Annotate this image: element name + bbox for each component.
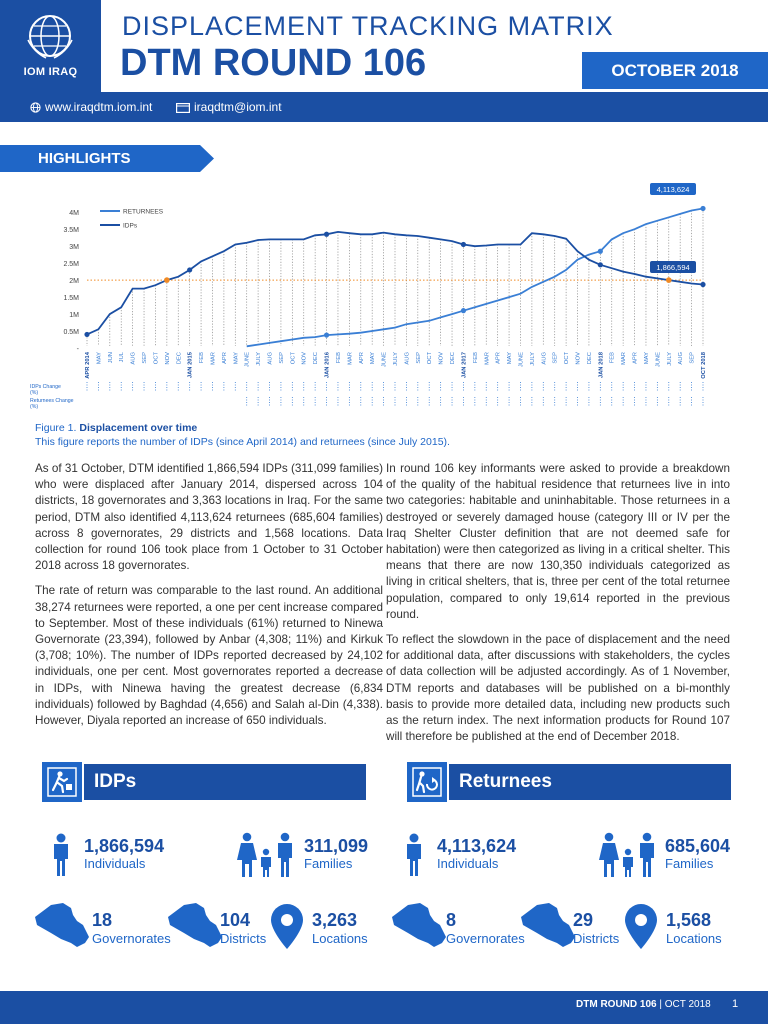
x-tick-label: DEC (586, 352, 593, 365)
x-tick-label: JULY (666, 352, 673, 366)
returnees-locations-label: Locations (666, 931, 722, 946)
legend-idps-label: IDPs (123, 222, 138, 230)
idps-callout-text: 1,866,594 (656, 263, 690, 272)
returnees-marker (324, 332, 329, 337)
x-tick-label: OCT (153, 352, 160, 365)
returnees-callout-text: 4,113,624 (656, 185, 690, 194)
person-icon (50, 833, 72, 877)
idps-districts-label: Districts (220, 931, 267, 946)
highlights-label: HIGHLIGHTS (38, 150, 131, 167)
x-tick-label: MAY (507, 352, 514, 365)
returnees-title-text: Returnees (459, 771, 552, 792)
x-tick-label: MAY (370, 352, 377, 365)
x-tick-label: DEC (176, 352, 183, 365)
reference-marker (164, 277, 170, 283)
returnees-section-title (449, 764, 731, 800)
y-tick-label: 1.5M (63, 295, 79, 303)
x-tick-label: DEC (450, 352, 457, 365)
idps-marker (187, 267, 192, 272)
figure-label: Figure 1. (35, 422, 77, 434)
legend-returnees-label: RETURNEES (123, 208, 164, 216)
x-tick-label: APR (358, 352, 365, 364)
idps-marker (598, 262, 603, 267)
idps-change-row-label: IDPs Change (30, 384, 61, 390)
idps-governorates-label: Governorates (92, 931, 171, 946)
x-tick-label: AUG (541, 352, 548, 365)
globe-icon (30, 102, 41, 113)
x-tick-label: NOV (164, 352, 171, 365)
footer-date: OCT 2018 (664, 999, 711, 1010)
x-tick-label: NOV (438, 352, 445, 365)
website-text: www.iraqdtm.iom.int (45, 100, 153, 114)
returning-person-icon (407, 762, 447, 802)
footer-caption: DTM ROUND 106 | OCT 2018 (576, 999, 711, 1010)
returnees-marker (598, 249, 603, 254)
figure-subtitle: This figure reports the number of IDPs (since April 2014) and returnees (since July 2015). (35, 436, 450, 448)
y-tick-label: 4M (69, 210, 79, 218)
x-tick-label: JUN (107, 352, 114, 364)
idps-section-icon-box (42, 762, 82, 802)
idps-marker (84, 332, 89, 337)
website-link[interactable] (30, 100, 152, 114)
x-tick-label: APR (632, 352, 639, 364)
email-text: iraqdtm@iom.int (194, 100, 282, 114)
x-tick-label: JULY (256, 352, 263, 366)
y-tick-label: 2.5M (63, 261, 79, 269)
body-paragraph: The rate of return was comparable to the last round. An additional 38,274 returnees were reported, a one per cent increase compared to September. Most of these individuals (61%) returned to Ninewa Governorate (23,394), followed by Anbar (4,308; 11%) and Kirkuk (3,708; 10%). The number of IDPs reported decreased by 24,102 individuals, one per cent. Most governorates reported a decrease in IDPs, with Ninewa having the greatest decrease (6,834 individuals) followed by Baghdad (4,656) and Salah al-Din (4,338). However, Diyala reported an increase of 650 individuals. (35, 584, 383, 728)
page-number: 1 (732, 998, 739, 1010)
email-link[interactable] (176, 100, 282, 114)
idps-individuals-value: 1,866,594 (84, 836, 165, 856)
y-tick-label: 1M (69, 312, 79, 320)
x-tick-label: JUNE (518, 352, 525, 368)
logo-text: IOM IRAQ (23, 66, 78, 78)
report-month-badge: OCTOBER 2018 (582, 52, 768, 89)
x-tick-label: JAN 2016 (324, 352, 331, 379)
globe-logo-icon (26, 12, 74, 60)
y-tick-label: 3.5M (63, 227, 79, 235)
iraq-map-icon (166, 903, 224, 949)
y-tick-label: 0.5M (63, 329, 79, 337)
envelope-icon (176, 103, 190, 113)
x-tick-label: MAY (643, 352, 650, 365)
reference-marker (666, 277, 672, 283)
x-tick-label: APR (495, 352, 502, 364)
returnees-marker (461, 308, 466, 313)
idps-marker (700, 282, 705, 287)
body-paragraph: In round 106 key informants were asked to provide a breakdown of the quality of the habitual residence that returnees live in into two categories: habitable and uninhabitable. Those returnees in a destroyed or severely damaged house (category III or IV per the Iraq Shelter Cluster definition that are not deemed safe for habitation) were then categorized as living in a critical shelter. This means that there are now 130,350 individuals categorized as living in critical shelters, that is, three per cent of the total returnee population, compared to only 19,614 reported in the previous round. (386, 462, 730, 621)
x-tick-label: SEP (415, 352, 422, 364)
idps-change-row-unit: (%) (30, 390, 39, 396)
x-tick-label: MAR (484, 352, 491, 365)
x-tick-label: JULY (529, 352, 536, 366)
iom-logo (0, 0, 101, 92)
x-tick-label: MAR (210, 352, 217, 365)
returnees-governorates-value: 8 (446, 910, 457, 930)
body-left-column (35, 461, 383, 738)
x-tick-label: FEB (199, 352, 206, 364)
x-tick-label: JUNE (655, 352, 662, 368)
returnees-districts-label: Districts (573, 931, 620, 946)
x-tick-label: JAN 2017 (461, 352, 468, 379)
x-tick-label: MAY (96, 352, 103, 365)
x-tick-label: AUG (678, 352, 685, 365)
x-tick-label: JUNE (244, 352, 251, 368)
body-right-column (386, 461, 730, 754)
x-tick-label: SEP (552, 352, 559, 364)
body-paragraph: To reflect the slowdown in the pace of displacement and the need for additional data, after discussions with stakeholders, the cycles of data collection will be adjusted accordingly. As of 1 November, DTM reports and databases will be published on a bi-monthly basis to provide more detailed data, including new products such as the return index. The next information products for Round 107 will therefore be published at the end of December 2018. (386, 633, 730, 744)
contact-bar (0, 92, 768, 122)
idps-locations-label: Locations (312, 931, 368, 946)
y-tick-label: - (76, 346, 79, 353)
x-tick-label: AUG (267, 352, 274, 365)
idps-families-value: 311,099 (304, 836, 369, 856)
x-tick-label: OCT (290, 352, 297, 365)
iraq-map-icon (33, 903, 91, 949)
iraq-map-icon (519, 903, 577, 949)
displacement-chart (0, 175, 768, 420)
returnees-section-icon-box (407, 762, 447, 802)
report-series-title: DISPLACEMENT TRACKING MATRIX (122, 11, 614, 41)
returnees-governorates-label: Governorates (446, 931, 525, 946)
x-tick-label: FEB (472, 352, 479, 364)
idps-section-title (84, 764, 366, 800)
x-tick-label: JAN 2018 (598, 352, 605, 379)
x-tick-label: FEB (609, 352, 616, 364)
location-pin-icon (624, 904, 658, 950)
x-tick-label: AUG (130, 352, 137, 365)
x-tick-label: MAY (233, 352, 240, 365)
x-tick-label: SEP (142, 352, 149, 364)
x-tick-label: APR (221, 352, 228, 364)
y-tick-label: 3M (69, 244, 79, 252)
x-tick-label: NOV (301, 352, 308, 365)
x-tick-label: JAN 2015 (187, 352, 194, 379)
x-tick-label: JUL (119, 352, 126, 363)
person-icon (403, 833, 425, 877)
figure-caption (35, 422, 197, 434)
x-tick-label: OCT (427, 352, 434, 365)
location-pin-icon (270, 904, 304, 950)
returnees-families-label: Families (665, 856, 714, 871)
returnees-locations-value: 1,568 (666, 910, 712, 930)
iraq-map-icon (390, 903, 448, 949)
x-tick-label: FEB (335, 352, 342, 364)
x-tick-label: MAR (621, 352, 628, 365)
idps-marker (324, 232, 329, 237)
x-tick-label: NOV (575, 352, 582, 365)
report-title: DTM ROUND 106 (120, 42, 427, 84)
idps-title-text: IDPs (94, 771, 137, 792)
idps-individuals-label: Individuals (84, 856, 146, 871)
family-icon (597, 832, 659, 878)
x-tick-label: OCT (564, 352, 571, 365)
x-tick-label: AUG (404, 352, 411, 365)
x-tick-label: APR 2014 (85, 352, 91, 379)
idps-governorates-value: 18 (92, 910, 113, 930)
x-tick-label: SEP (689, 352, 696, 364)
returnees-marker (700, 206, 705, 211)
family-icon (235, 832, 297, 878)
y-tick-label: 2M (69, 278, 79, 286)
returnees-individuals-label: Individuals (437, 856, 499, 871)
body-paragraph: As of 31 October, DTM identified 1,866,594 IDPs (311,099 families) who were displaced after January 2014, dispersed across 104 districts, 18 governorates and 3,363 locations in Iraq. For the same period, DTM also identified 4,113,624 returnees (685,604 families) across 8 governorates, 29 districts and 1,568 locations. Data collection for round 106 took place from 1 October to 31 October 2018 across 18 governorates. (35, 462, 383, 573)
returnees-change-row-label: Returnees Change (30, 398, 74, 404)
x-tick-label: JULY (393, 352, 399, 366)
returnees-districts-value: 29 (573, 910, 594, 930)
footer-title: DTM ROUND 106 (576, 999, 657, 1010)
idps-districts-value: 104 (220, 910, 251, 930)
returnees-change-row-unit: (%) (30, 404, 39, 410)
idps-locations-value: 3,263 (312, 910, 358, 930)
x-tick-label: MAR (347, 352, 354, 365)
x-tick-label: JUNE (381, 352, 388, 368)
x-tick-label: OCT 2018 (701, 352, 707, 379)
idps-families-label: Families (304, 856, 353, 871)
idps-marker (461, 242, 466, 247)
figure-title: Displacement over time (79, 422, 198, 434)
walking-person-icon (42, 762, 82, 802)
returnees-families-value: 685,604 (665, 836, 731, 856)
x-tick-label: DEC (313, 352, 320, 365)
returnees-individuals-value: 4,113,624 (437, 836, 517, 856)
x-tick-label: SEP (278, 352, 285, 364)
